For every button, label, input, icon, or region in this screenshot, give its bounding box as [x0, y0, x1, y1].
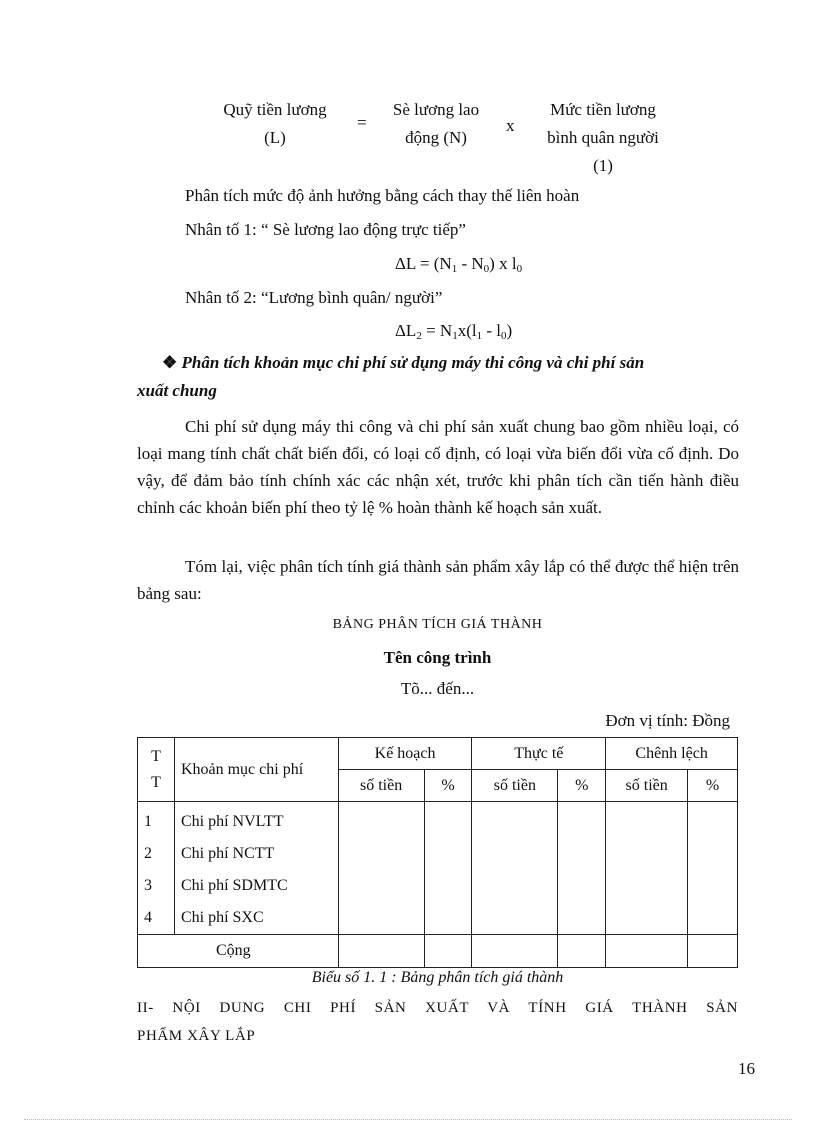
cell-difference-percent — [688, 802, 738, 935]
header-actual-amount: số tiền — [472, 770, 558, 802]
header-actual: Thực tế — [472, 738, 606, 770]
factor2-formula: $\Delta L_2 = N_1x(l_1 - l_0)$ — [395, 321, 513, 342]
total-label: Cộng — [138, 935, 339, 968]
header-plan: Kế hoạch — [338, 738, 472, 770]
next-section-heading-line1: II- NỘI DUNG CHI PHÍ SẢN XUẤT VÀ TÍNH GIÁ THÀNH SẢN — [137, 1000, 738, 1016]
formula-term-labor: Sè lương lao động (N) — [392, 100, 480, 147]
header-tt: T T — [138, 738, 175, 802]
table-row — [138, 802, 738, 935]
section-heading-line1: ❖ Phân tích khoản mục chi phí sử dụng máy thi công và chi phí sản — [162, 353, 645, 372]
header-plan-percent: % — [424, 770, 472, 802]
header-plan-amount: số tiền — [338, 770, 424, 802]
factor1-label: Nhân tố 1: “ Sè lương lao động trực tiếp” — [185, 220, 466, 239]
paragraph-summary: Tóm lại, việc phân tích tính giá thành sản phẩm xây lắp có thể được thể hiện trên bảng sau: — [137, 557, 739, 603]
cell-plan-amount — [338, 802, 424, 935]
header-difference-amount: số tiền — [606, 770, 688, 802]
table-unit: Đơn vị tính: Đồng — [605, 711, 730, 730]
cell-plan-percent — [424, 802, 472, 935]
cell-difference-amount — [606, 802, 688, 935]
paragraph-machine-costs: Chi phí sử dụng máy thi công và chi phí sản xuất chung bao gồm nhiều loại, có loại mang tính chất chất biến đổi, có loại cố định, có loại vừa biến đổi vừa cố định. Do vậy, để đảm bảo tính chính xác các nhận xét, trước khi phân tích cần tiến hành điều chỉnh các khoản biến phí theo tỷ lệ % hoàn thành kế hoạch sản xuất. — [137, 417, 739, 517]
formula-term-fund: Quỹ tiền lương (L) — [223, 100, 327, 147]
factor1-formula: $\Delta L = (N_1 - N_0)$ x $l_0$ — [395, 254, 523, 275]
analysis-method-text: Phân tích mức độ ảnh hưởng bằng cách thay thế liên hoàn — [185, 186, 580, 205]
formula-equals: = — [357, 113, 367, 132]
table-total-row — [138, 935, 738, 968]
factor2-label: Nhân tố 2: “Lương bình quân/ người” — [185, 288, 443, 307]
diamond-bullet-icon: ❖ — [162, 353, 178, 372]
cost-analysis-table — [137, 737, 738, 968]
formula-multiply: x — [506, 116, 515, 135]
table-subtitle: Tên công trình — [383, 648, 492, 667]
next-section-heading-line2: PHẨM XÂY LẮP — [137, 1028, 256, 1044]
header-item: Khoản mục chi phí — [174, 738, 338, 802]
table-period: Tõ... đến... — [400, 679, 475, 698]
page-bottom-divider — [24, 1119, 792, 1120]
header-difference-percent: % — [688, 770, 738, 802]
row-items: Chi phí NVLTT Chi phí NCTT Chi phí SDMTC Chi phí SXC — [174, 802, 338, 935]
header-difference: Chênh lệch — [606, 738, 738, 770]
table-caption: Biểu số 1. 1 : Bảng phân tích giá thành — [311, 969, 564, 986]
table-title: BẢNG PHÂN TÍCH GIÁ THÀNH — [332, 617, 543, 632]
page-number: 16 — [738, 1059, 755, 1078]
cell-actual-percent — [558, 802, 606, 935]
formula-term-wage: Mức tiền lương bình quân người (1) — [547, 100, 659, 175]
row-numbers: 1 2 3 4 — [138, 802, 175, 935]
cell-actual-amount — [472, 802, 558, 935]
header-actual-percent: % — [558, 770, 606, 802]
section-heading-line2: xuất chung — [137, 381, 217, 400]
